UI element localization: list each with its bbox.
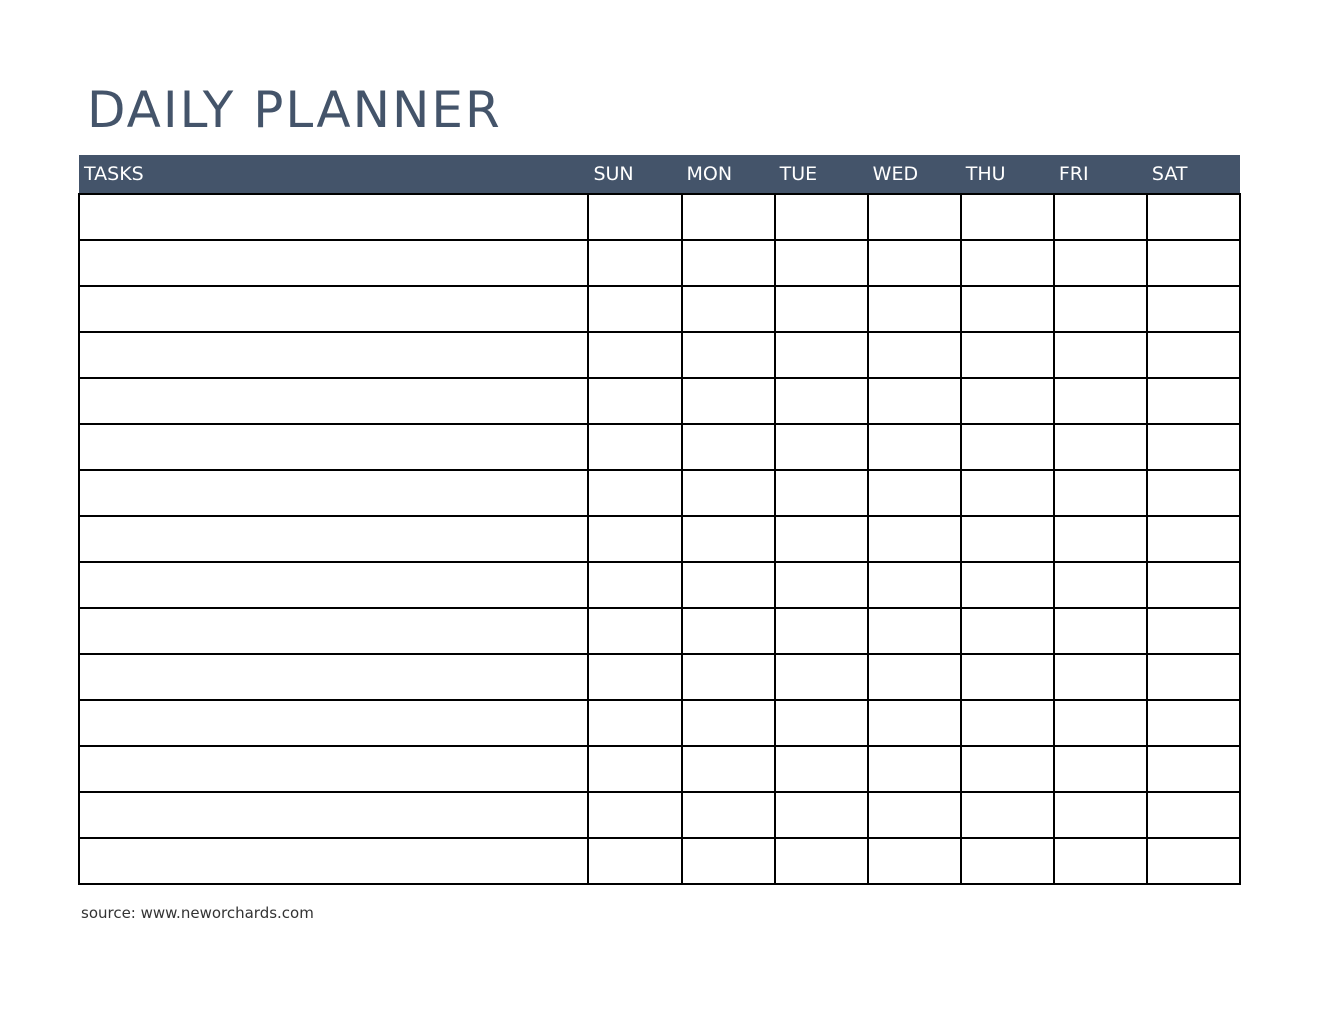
sat-cell[interactable] (1147, 792, 1240, 838)
wed-cell[interactable] (868, 700, 961, 746)
table-row (79, 838, 1240, 884)
tue-cell[interactable] (775, 792, 868, 838)
wed-cell[interactable] (868, 194, 961, 240)
column-header-sat: SAT (1147, 155, 1240, 194)
thu-cell[interactable] (961, 286, 1054, 332)
task-cell[interactable] (79, 424, 588, 470)
column-header-fri: FRI (1054, 155, 1147, 194)
sat-cell[interactable] (1147, 286, 1240, 332)
planner-table (78, 155, 1241, 885)
sun-cell[interactable] (588, 378, 681, 424)
wed-cell[interactable] (868, 332, 961, 378)
wed-cell[interactable] (868, 470, 961, 516)
thu-cell[interactable] (961, 700, 1054, 746)
table-row (79, 608, 1240, 654)
column-header-sun: SUN (588, 155, 681, 194)
mon-cell[interactable] (682, 562, 775, 608)
fri-cell[interactable] (1054, 332, 1147, 378)
thu-cell[interactable] (961, 608, 1054, 654)
mon-cell[interactable] (682, 700, 775, 746)
sun-cell[interactable] (588, 654, 681, 700)
column-header-thu: THU (961, 155, 1054, 194)
fri-cell[interactable] (1054, 286, 1147, 332)
sat-cell[interactable] (1147, 654, 1240, 700)
fri-cell[interactable] (1054, 608, 1147, 654)
page-title: DAILY PLANNER (87, 81, 502, 139)
fri-cell[interactable] (1054, 194, 1147, 240)
thu-cell[interactable] (961, 562, 1054, 608)
sun-cell[interactable] (588, 240, 681, 286)
table-row (79, 424, 1240, 470)
wed-cell[interactable] (868, 838, 961, 884)
task-cell[interactable] (79, 194, 588, 240)
tue-cell[interactable] (775, 286, 868, 332)
sun-cell[interactable] (588, 194, 681, 240)
fri-cell[interactable] (1054, 700, 1147, 746)
mon-cell[interactable] (682, 378, 775, 424)
task-cell[interactable] (79, 470, 588, 516)
sun-cell[interactable] (588, 608, 681, 654)
task-cell[interactable] (79, 700, 588, 746)
sat-cell[interactable] (1147, 424, 1240, 470)
thu-cell[interactable] (961, 746, 1054, 792)
table-row (79, 700, 1240, 746)
table-row (79, 378, 1240, 424)
mon-cell[interactable] (682, 838, 775, 884)
sun-cell[interactable] (588, 792, 681, 838)
table-row (79, 470, 1240, 516)
wed-cell[interactable] (868, 378, 961, 424)
thu-cell[interactable] (961, 378, 1054, 424)
wed-cell[interactable] (868, 654, 961, 700)
wed-cell[interactable] (868, 286, 961, 332)
task-cell[interactable] (79, 746, 588, 792)
table-row (79, 654, 1240, 700)
tue-cell[interactable] (775, 746, 868, 792)
task-cell[interactable] (79, 378, 588, 424)
wed-cell[interactable] (868, 746, 961, 792)
table-row (79, 240, 1240, 286)
column-header-tasks: TASKS (79, 155, 588, 194)
mon-cell[interactable] (682, 516, 775, 562)
table-row (79, 562, 1240, 608)
sat-cell[interactable] (1147, 838, 1240, 884)
sat-cell[interactable] (1147, 562, 1240, 608)
tue-cell[interactable] (775, 240, 868, 286)
table-row (79, 792, 1240, 838)
wed-cell[interactable] (868, 608, 961, 654)
wed-cell[interactable] (868, 240, 961, 286)
thu-cell[interactable] (961, 654, 1054, 700)
tue-cell[interactable] (775, 700, 868, 746)
mon-cell[interactable] (682, 746, 775, 792)
sun-cell[interactable] (588, 286, 681, 332)
fri-cell[interactable] (1054, 240, 1147, 286)
mon-cell[interactable] (682, 792, 775, 838)
sat-cell[interactable] (1147, 700, 1240, 746)
sat-cell[interactable] (1147, 608, 1240, 654)
mon-cell[interactable] (682, 470, 775, 516)
mon-cell[interactable] (682, 332, 775, 378)
mon-cell[interactable] (682, 194, 775, 240)
sun-cell[interactable] (588, 470, 681, 516)
table-row (79, 286, 1240, 332)
sat-cell[interactable] (1147, 470, 1240, 516)
thu-cell[interactable] (961, 424, 1054, 470)
fri-cell[interactable] (1054, 746, 1147, 792)
tue-cell[interactable] (775, 378, 868, 424)
fri-cell[interactable] (1054, 424, 1147, 470)
task-cell[interactable] (79, 332, 588, 378)
tue-cell[interactable] (775, 194, 868, 240)
sun-cell[interactable] (588, 746, 681, 792)
sun-cell[interactable] (588, 516, 681, 562)
mon-cell[interactable] (682, 424, 775, 470)
column-header-tue: TUE (775, 155, 868, 194)
tue-cell[interactable] (775, 516, 868, 562)
tue-cell[interactable] (775, 470, 868, 516)
task-cell[interactable] (79, 608, 588, 654)
task-cell[interactable] (79, 562, 588, 608)
sun-cell[interactable] (588, 424, 681, 470)
sat-cell[interactable] (1147, 194, 1240, 240)
tue-cell[interactable] (775, 654, 868, 700)
fri-cell[interactable] (1054, 562, 1147, 608)
sat-cell[interactable] (1147, 746, 1240, 792)
thu-cell[interactable] (961, 792, 1054, 838)
sun-cell[interactable] (588, 838, 681, 884)
table-row (79, 194, 1240, 240)
mon-cell[interactable] (682, 240, 775, 286)
fri-cell[interactable] (1054, 516, 1147, 562)
task-cell[interactable] (79, 516, 588, 562)
fri-cell[interactable] (1054, 470, 1147, 516)
column-header-mon: MON (682, 155, 775, 194)
sun-cell[interactable] (588, 332, 681, 378)
task-cell[interactable] (79, 792, 588, 838)
sat-cell[interactable] (1147, 516, 1240, 562)
wed-cell[interactable] (868, 792, 961, 838)
task-cell[interactable] (79, 838, 588, 884)
mon-cell[interactable] (682, 286, 775, 332)
thu-cell[interactable] (961, 332, 1054, 378)
sun-cell[interactable] (588, 562, 681, 608)
mon-cell[interactable] (682, 608, 775, 654)
sat-cell[interactable] (1147, 332, 1240, 378)
task-cell[interactable] (79, 654, 588, 700)
table-row (79, 516, 1240, 562)
table-row (79, 746, 1240, 792)
wed-cell[interactable] (868, 424, 961, 470)
thu-cell[interactable] (961, 240, 1054, 286)
mon-cell[interactable] (682, 654, 775, 700)
tue-cell[interactable] (775, 608, 868, 654)
tue-cell[interactable] (775, 838, 868, 884)
wed-cell[interactable] (868, 516, 961, 562)
thu-cell[interactable] (961, 470, 1054, 516)
task-cell[interactable] (79, 286, 588, 332)
sat-cell[interactable] (1147, 240, 1240, 286)
sun-cell[interactable] (588, 700, 681, 746)
thu-cell[interactable] (961, 516, 1054, 562)
fri-cell[interactable] (1054, 792, 1147, 838)
fri-cell[interactable] (1054, 838, 1147, 884)
tue-cell[interactable] (775, 424, 868, 470)
table-header-row (79, 155, 1240, 194)
fri-cell[interactable] (1054, 378, 1147, 424)
wed-cell[interactable] (868, 562, 961, 608)
column-header-wed: WED (868, 155, 961, 194)
table-body (79, 194, 1240, 884)
tue-cell[interactable] (775, 562, 868, 608)
thu-cell[interactable] (961, 194, 1054, 240)
thu-cell[interactable] (961, 838, 1054, 884)
sat-cell[interactable] (1147, 378, 1240, 424)
tue-cell[interactable] (775, 332, 868, 378)
task-cell[interactable] (79, 240, 588, 286)
table-row (79, 332, 1240, 378)
fri-cell[interactable] (1054, 654, 1147, 700)
source-credit: source: www.neworchards.com (81, 904, 314, 922)
